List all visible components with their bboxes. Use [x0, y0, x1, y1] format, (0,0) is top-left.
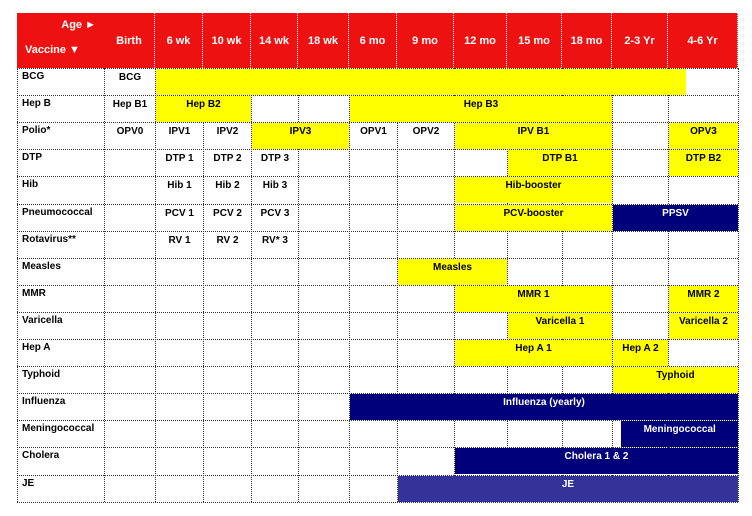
- vaccine-name: Varicella: [22, 314, 63, 326]
- column-header: Birth: [104, 13, 155, 68]
- vaccine-name: Hib: [22, 179, 39, 191]
- vaccine-name: JE: [22, 477, 35, 489]
- row-divider: [17, 176, 738, 177]
- schedule-bar: Hep B3: [350, 96, 612, 122]
- schedule-bar: PCV-booster: [455, 205, 612, 231]
- column-header: 14 wk: [251, 13, 298, 68]
- schedule-bar: MMR 1: [455, 286, 612, 312]
- dose-cell: Hib 3: [262, 180, 288, 192]
- schedule-bar: MMR 2: [669, 286, 738, 312]
- schedule-bar: Varicella 2: [669, 313, 738, 339]
- schedule-bar: IPV B1: [455, 123, 612, 149]
- row-divider: [17, 149, 738, 150]
- age-axis-label: Age ►: [61, 19, 96, 31]
- schedule-bar: Influenza (yearly): [350, 394, 738, 420]
- row-divider: [17, 231, 738, 232]
- schedule-bar: Hep A 2: [613, 340, 668, 366]
- column-header: 2-3 Yr: [612, 13, 668, 68]
- vaccine-name: BCG: [22, 71, 45, 82]
- schedule-bar: [156, 69, 686, 95]
- dose-cell: RV* 3: [262, 234, 288, 246]
- column-header: 4-6 Yr: [668, 13, 738, 68]
- vaccine-name: Cholera: [22, 450, 60, 462]
- schedule-bar: Typhoid: [613, 367, 738, 393]
- dose-cell: PCV 3: [260, 207, 290, 219]
- column-header: 12 mo: [454, 13, 507, 68]
- dose-cell: DTP 3: [260, 153, 290, 165]
- column-header: 6 wk: [155, 13, 203, 68]
- schedule-bar: DTP B1: [508, 150, 612, 176]
- row-divider: [17, 312, 738, 313]
- dose-cell: OPV0: [116, 126, 144, 138]
- column-header: 9 mo: [397, 13, 454, 68]
- schedule-bar: JE: [398, 476, 738, 502]
- dose-cell: PCV 1: [165, 207, 194, 219]
- vaccine-name: Influenza: [22, 396, 66, 408]
- dose-cell: OPV2: [412, 126, 440, 138]
- vaccine-name: MMR: [22, 287, 46, 299]
- row-divider: [17, 502, 738, 503]
- column-header: 15 mo: [507, 13, 562, 68]
- column-header: 6 mo: [349, 13, 397, 68]
- column-header: 18 wk: [298, 13, 349, 68]
- column-divider: [612, 68, 613, 502]
- row-divider: [17, 285, 738, 286]
- vaccine-name: Typhoid: [22, 369, 61, 381]
- dose-cell: BCG: [118, 72, 142, 83]
- schedule-bar: PPSV: [613, 205, 738, 231]
- dose-cell: Hep B1: [112, 99, 148, 111]
- vaccine-name: Measles: [22, 260, 61, 272]
- dose-cell: Hib 2: [215, 180, 240, 192]
- schedule-bar: Hib-booster: [455, 177, 612, 203]
- dose-cell: DTP 2: [213, 153, 242, 165]
- column-header: 10 wk: [203, 13, 251, 68]
- vaccine-name: Polio*: [22, 125, 51, 137]
- dose-cell: IPV2: [216, 126, 239, 138]
- schedule-bar: Hep A 1: [455, 340, 612, 366]
- schedule-bar: DTP B2: [669, 150, 738, 176]
- vaccine-name: Hep B: [22, 98, 51, 110]
- schedule-bar: Varicella 1: [508, 313, 612, 339]
- vaccine-name: Meningococcal: [22, 423, 95, 435]
- dose-cell: OPV1: [360, 126, 387, 138]
- dose-cell: RV 1: [168, 234, 191, 246]
- row-divider: [17, 258, 738, 259]
- vaccine-name: Rotavirus**: [22, 233, 76, 245]
- schedule-bar: Measles: [398, 259, 507, 285]
- vaccine-name: DTP: [22, 152, 42, 164]
- column-divider: [738, 68, 739, 502]
- dose-cell: PCV 2: [213, 207, 242, 219]
- dose-cell: DTP 1: [165, 153, 194, 165]
- schedule-bar: IPV3: [252, 123, 349, 149]
- column-header: 18 mo: [562, 13, 612, 68]
- dose-cell: IPV1: [168, 126, 191, 138]
- dose-cell: RV 2: [216, 234, 239, 246]
- schedule-bar: Meningococcal: [621, 421, 738, 447]
- header-corner: [17, 13, 104, 68]
- schedule-bar: Hep B2: [156, 96, 251, 122]
- vaccine-name: Pneumococcal: [22, 206, 93, 218]
- dose-cell: Hib 1: [167, 180, 192, 192]
- vaccine-name: Hep A: [22, 342, 51, 353]
- schedule-bar: Cholera 1 & 2: [455, 448, 738, 474]
- schedule-bar: OPV3: [669, 123, 738, 149]
- vaccine-axis-label: Vaccine ▼: [25, 44, 80, 56]
